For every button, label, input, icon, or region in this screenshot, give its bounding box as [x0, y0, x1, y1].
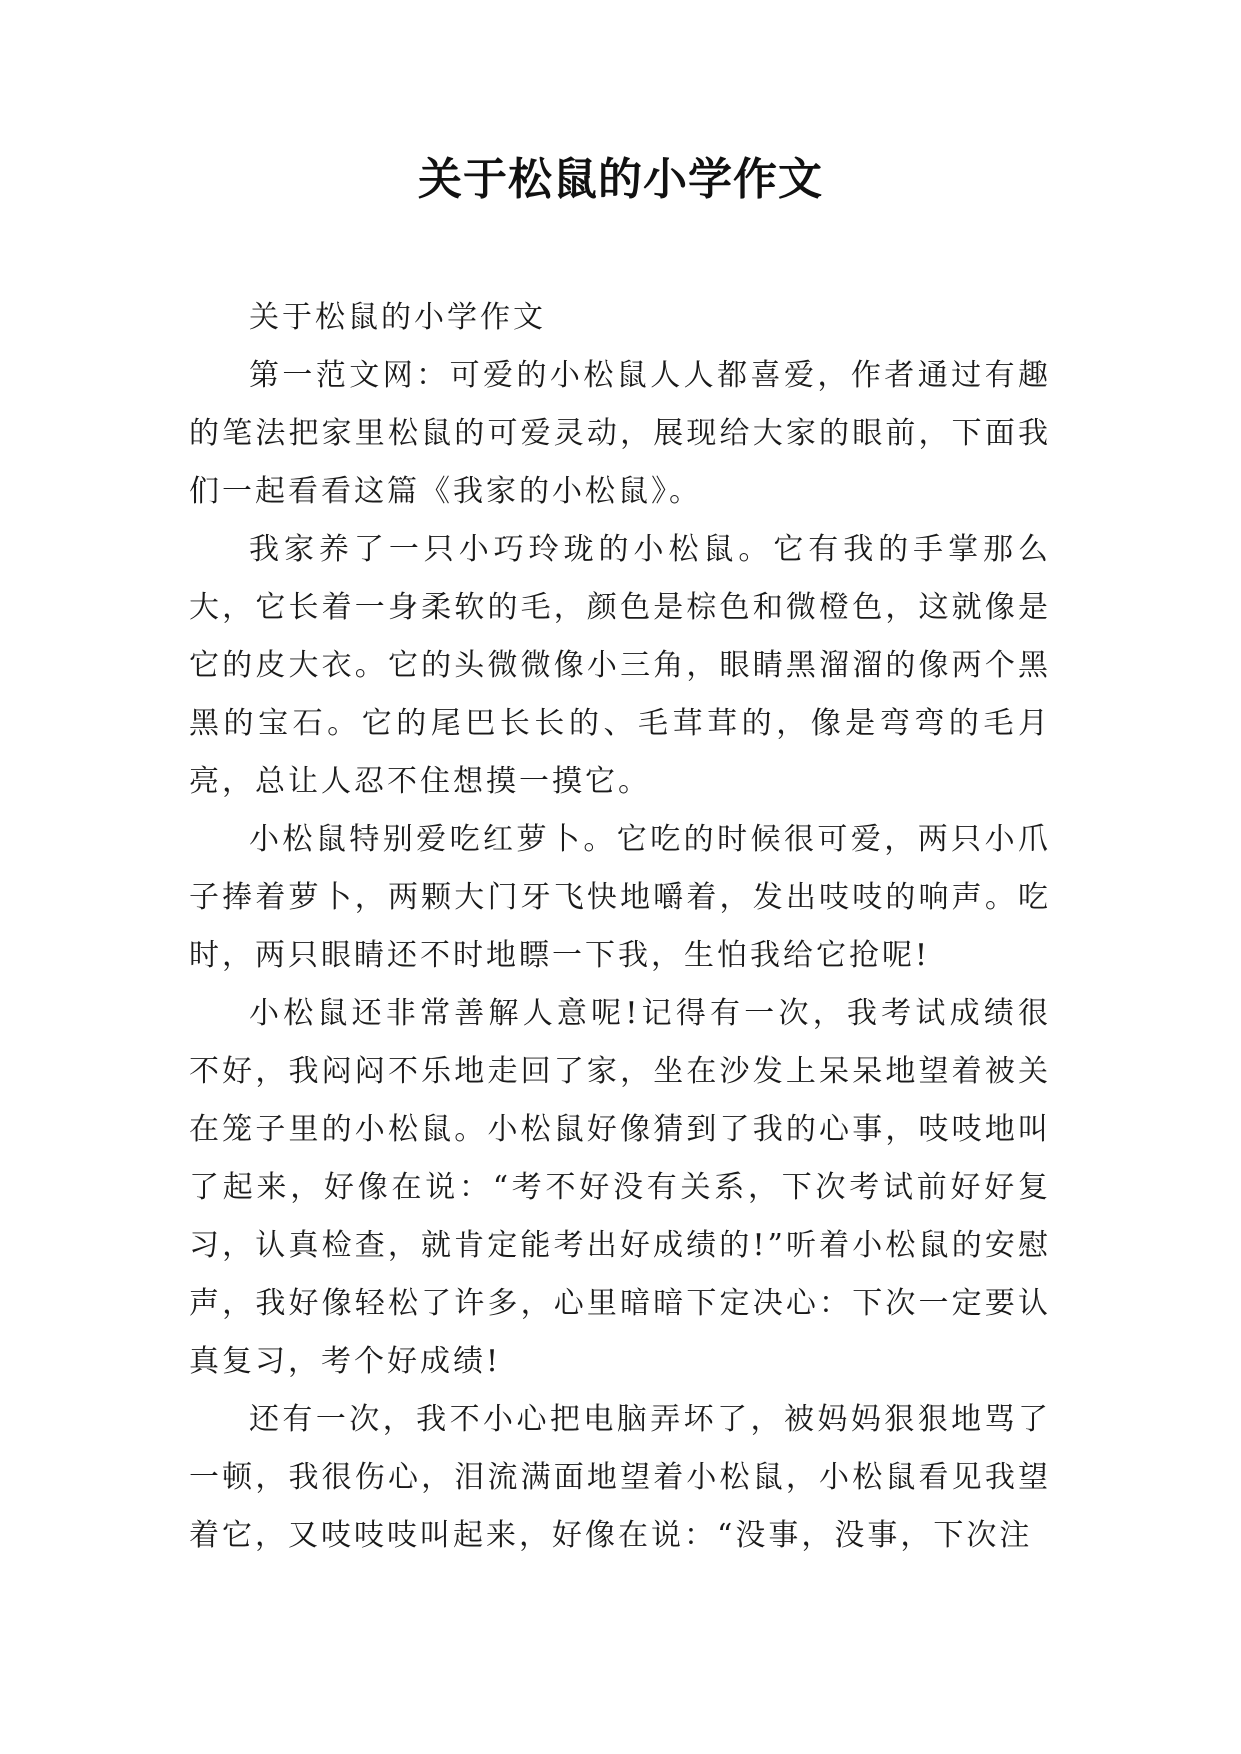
paragraph-intro: 第一范文网：可爱的小松鼠人人都喜爱，作者通过有趣的笔法把家里松鼠的可爱灵动，展现给大家的眼前，下面我们一起看看这篇《我家的小松鼠》。: [189, 358, 1051, 509]
paragraph-appearance: 我家养了一只小巧玲珑的小松鼠。它有我的手掌那么大，它长着一身柔软的毛，颜色是棕色和微橙色，这就像是它的皮大衣。它的头微微像小三角，眼睛黑溜溜的像两个黑黑的宝石。它的尾巴长长的、毛茸茸的，像是弯弯的毛月亮，总让人忍不住想摸一摸它。: [189, 532, 1051, 799]
document-title: 关于松鼠的小学作文: [418, 154, 823, 205]
paragraph-comfort-exam: 小松鼠还非常善解人意呢!记得有一次，我考试成绩很不好，我闷闷不乐地走回了家，坐在沙发上呆呆地望着被关在笼子里的小松鼠。小松鼠好像猜到了我的心事，吱吱地叫了起来，好像在说：“考不好没有关系，下次考试前好好复习，认真检查，就肯定能考出好成绩的!”听着小松鼠的安慰声，我好像轻松了许多，心里暗暗下定决心：下次一定要认真复习，考个好成绩!: [189, 996, 1051, 1379]
paragraph-comfort-computer: 还有一次，我不小心把电脑弄坏了，被妈妈狠狠地骂了一顿，我很伤心，泪流满面地望着小松鼠，小松鼠看见我望着它，又吱吱吱叫起来，好像在说：“没事，没事，下次注: [189, 1402, 1051, 1553]
paragraph-subtitle: 关于松鼠的小学作文: [249, 300, 546, 335]
paragraph-eating: 小松鼠特别爱吃红萝卜。它吃的时候很可爱，两只小爪子捧着萝卜，两颗大门牙飞快地嚼着，发出吱吱的响声。吃时，两只眼睛还不时地瞟一下我，生怕我给它抢呢!: [189, 822, 1051, 973]
document-body: [189, 289, 1051, 1565]
